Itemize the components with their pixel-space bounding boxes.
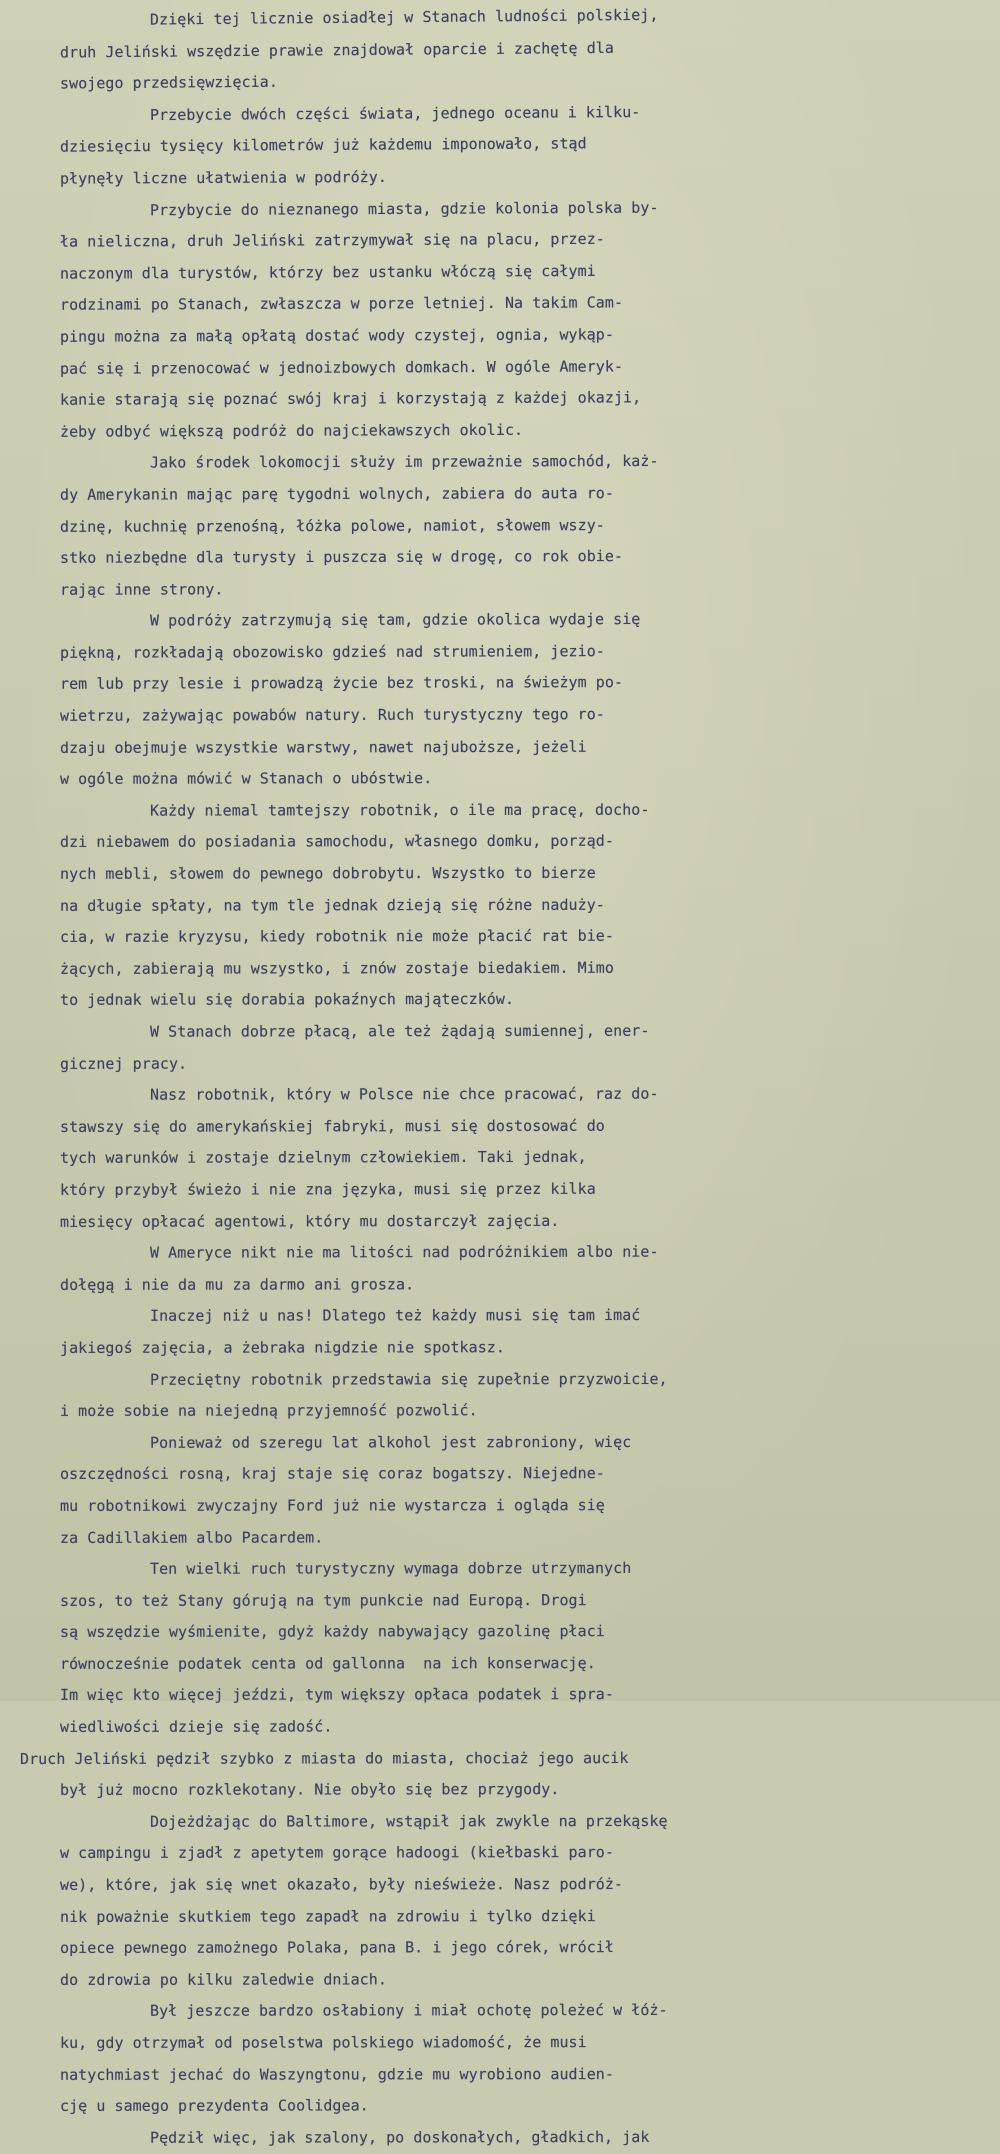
text-line: za Cadillakiem albo Pacardem. bbox=[59, 1527, 324, 1547]
text-line: cia, w razie kryzysu, kiedy robotnik nie może płacić rat bie- bbox=[59, 926, 614, 947]
text-line: Każdy niemal tamtejszy robotnik, o ile ma pracę, docho- bbox=[149, 800, 650, 820]
text-line: rając inne strony. bbox=[59, 579, 224, 599]
text-line: dołęgą i nie da mu za darmo ani grosza. bbox=[59, 1275, 415, 1294]
text-line: W Ameryce nikt nie ma litości nad podróżnikiem albo nie- bbox=[149, 1242, 659, 1262]
text-line: Przybycie do nieznanego miasta, gdzie kolonia polska by- bbox=[149, 198, 659, 219]
text-line: Dzięki tej licznie osiadłej w Stanach ludności polskiej, bbox=[149, 5, 659, 29]
text-line: rodzinami po Stanach, zwłaszcza w porze letniej. Na takim Cam- bbox=[59, 293, 624, 315]
text-line: na długie spłaty, na tym tle jednak dzieją się różne naduży- bbox=[59, 895, 605, 915]
text-line: Im więc kto więcej jeździ, tym większy opłaca podatek i spra- bbox=[59, 1685, 614, 1705]
text-line: Nasz robotnik, który w Polsce nie chce pracować, raz do- bbox=[149, 1084, 659, 1104]
text-line: szos, to też Stany górują na tym punkcie nad Europą. Drogi bbox=[59, 1590, 587, 1610]
text-line: W podróży zatrzymują się tam, gdzie okolica wydaje się bbox=[149, 610, 641, 630]
text-line: są wszędzie wyśmienite, gdyż każdy nabywający gazolinę płaci bbox=[59, 1622, 605, 1642]
text-line: ku, gdy otrzymał od poselstwa polskiego wiadomość, że musi bbox=[59, 2033, 587, 2052]
text-line: natychmiast jechać do Waszyngtonu, gdzie mu wyrobiono audien- bbox=[59, 2064, 614, 2084]
page-text bbox=[0, 6, 1000, 2154]
text-line: żących, zabierają mu wszystko, i znów zostaje biedakiem. Mimo bbox=[59, 958, 614, 978]
text-line: pingu można za małą opłatą dostać wody czystej, ognia, wykąp- bbox=[59, 325, 614, 346]
text-line: dy Amerykanin mając parę tygodni wolnych, zabiera do auta ro- bbox=[59, 483, 614, 504]
text-line: druh Jeliński wszędzie prawie znajdował oparcie i zachętę dla bbox=[59, 38, 614, 62]
text-line: kanie starają się poznać swój kraj i korzystają z każdej okazji, bbox=[59, 388, 642, 409]
text-line: rem lub przy lesie i prowadzą życie bez troski, na świeżym po- bbox=[59, 673, 624, 694]
text-line: opiece pewnego zamożnego Polaka, pana B. i jego córek, wrócił bbox=[59, 1938, 614, 1958]
text-line: W Stanach dobrze płacą, ale też żądają sumiennej, ener- bbox=[149, 1021, 650, 1041]
text-line: miesięcy opłacać agentowi, który mu dostarczył zajęcia. bbox=[59, 1211, 560, 1231]
text-line: mu robotnikowi zwyczajny Ford już nie wystarcza i ogląda się bbox=[59, 1495, 605, 1515]
text-line: dziesięciu tysięcy kilometrów już każdemu imponowało, stąd bbox=[59, 134, 587, 156]
text-line: był już mocno rozklekotany. Nie obyło się bez przygody. bbox=[59, 1780, 560, 1800]
text-line: w campingu i zjadł z apetytem gorące hadoogi (kiełbaski paro- bbox=[59, 1843, 614, 1863]
text-line: w ogóle można mówić w Stanach o ubóstwie. bbox=[59, 769, 433, 789]
text-line: swojego przedsięwzięcia. bbox=[59, 72, 279, 93]
text-line: nych mebli, słowem do pewnego dobrobytu. Wszystko to bierze bbox=[59, 863, 596, 883]
text-line: wiedliwości dzieje się zadość. bbox=[59, 1717, 333, 1736]
text-line: Przeciętny robotnik przedstawia się zupełnie przyzwoicie, bbox=[149, 1369, 668, 1389]
text-line: oszczędności rosną, kraj staje się coraz bogatszy. Niejedne- bbox=[59, 1464, 605, 1484]
text-line: Jako środek lokomocji służy im przeważnie samochód, każ- bbox=[149, 452, 659, 472]
text-line: Był jeszcze bardzo osłabiony i miał ochotę poleżeć w łóż- bbox=[149, 2001, 668, 2021]
text-line: naczonym dla turystów, którzy bez ustanku włóczą się całymi bbox=[59, 261, 596, 283]
text-line: cję u samego prezydenta Coolidgea. bbox=[59, 2096, 369, 2116]
text-line: Pędził więc, jak szalony, po doskonałych, gładkich, jak bbox=[149, 2127, 650, 2147]
text-line: nik poważnie skutkiem tego zapadł na zdrowiu i tylko dzięki bbox=[59, 1906, 596, 1926]
text-line: do zdrowia po kilku zaledwie dniach. bbox=[59, 1970, 387, 1989]
text-line: dzinę, kuchnię przenośną, łóżka polowe, namiot, słowem wszy- bbox=[59, 515, 605, 536]
text-line: jakiegoś zajęcia, a żebraka nigdzie nie spotkasz. bbox=[59, 1338, 505, 1357]
text-line: Druch Jeliński pędził szybko z miasta do miasta, chociaż jego aucik bbox=[19, 1748, 629, 1768]
text-line: Ten wielki ruch turystyczny wymaga dobrze utrzymanych bbox=[149, 1559, 632, 1578]
text-line: piękną, rozkładają obozowisko gdzieś nad strumieniem, jezio- bbox=[59, 641, 605, 662]
text-line: płynęły liczne ułatwienia w podróży. bbox=[59, 167, 387, 188]
text-line: dzi niebawem do posiadania samochodu, własnego domku, porząd- bbox=[59, 832, 614, 852]
text-line: Ponieważ od szeregu lat alkohol jest zabroniony, więc bbox=[149, 1432, 632, 1452]
text-line: Przebycie dwóch części świata, jednego oceanu i kilku- bbox=[149, 102, 641, 124]
text-line: stawszy się do amerykańskiej fabryki, musi się dostosować do bbox=[59, 1116, 605, 1136]
text-line: żeby odbyć większą podróż do najciekawszych okolic. bbox=[59, 420, 524, 441]
text-line: we), które, jak się wnet okazało, były nieświeże. Nasz podróż- bbox=[59, 1875, 624, 1894]
text-line: gicznej pracy. bbox=[59, 1054, 188, 1073]
text-line: równocześnie podatek centa od gallonna na ich konserwację. bbox=[59, 1653, 596, 1673]
text-line: tych warunków i zostaje dzielnym człowiekiem. Taki jednak, bbox=[59, 1148, 587, 1168]
text-line: który przybył świeżo i nie zna języka, musi się przez kilka bbox=[59, 1179, 596, 1199]
text-line: i może sobie na niejedną przyjemność pozwolić. bbox=[59, 1401, 478, 1421]
text-line: wietrzu, zażywając powabów natury. Ruch turystyczny tego ro- bbox=[59, 705, 605, 725]
text-line: pać się i przenocować w jednoizbowych domkach. W ogóle Ameryk- bbox=[59, 356, 624, 378]
text-line: stko niezbędne dla turysty i puszcza się w drogę, co rok obie- bbox=[59, 547, 624, 567]
text-line: ła nieliczna, druh Jeliński zatrzymywał się na placu, przez- bbox=[59, 229, 605, 251]
text-line: Dojeżdżając do Baltimore, wstąpił jak zwykle na przekąskę bbox=[149, 1811, 668, 1831]
text-line: dzaju obejmuje wszystkie warstwy, nawet najuboższe, jeżeli bbox=[59, 737, 587, 757]
text-line: Inaczej niż u nas! Dlatego też każdy musi się tam imać bbox=[149, 1306, 641, 1326]
text-line: to jednak wielu się dorabia pokaźnych mająteczków. bbox=[59, 990, 515, 1010]
